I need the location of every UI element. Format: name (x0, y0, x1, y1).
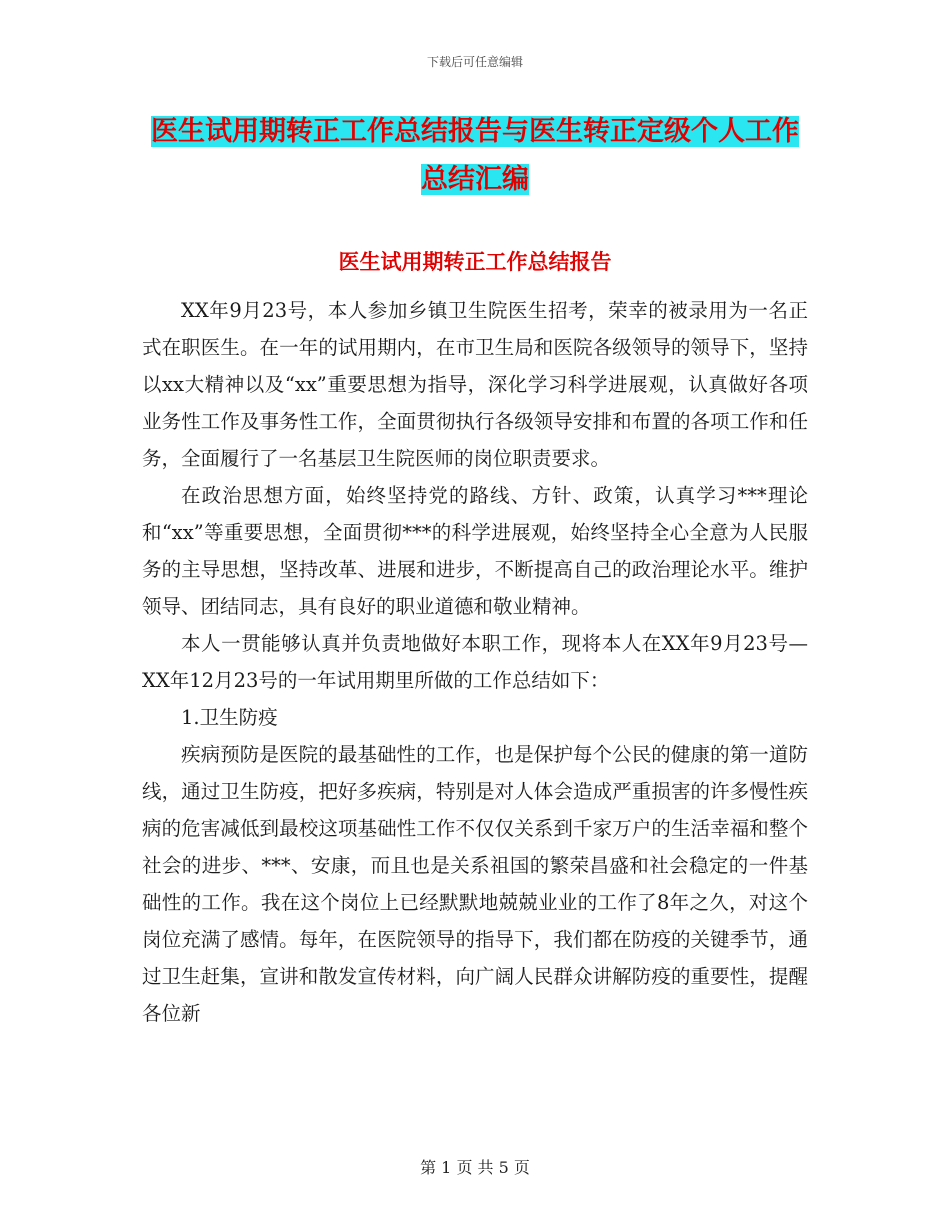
section-title: 医生试用期转正工作总结报告 (338, 250, 612, 274)
page-number-footer: 第 1 页 共 5 页 (420, 1158, 530, 1177)
header-note: 下载后可任意编辑 (426, 55, 523, 69)
paragraph: XX年9月23号，本人参加乡镇卫生院医生招考，荣幸的被录用为一名正式在职医生。在一年的试用期内，在市卫生局和医院各级领导的领导下，坚持以xx大精神以及“xx”重要思想为指导，深化学习科学进展观，认真做好各项业务性工作及事务性工作，全面贯彻执行各级领导安排和布置的各项工作和任务，全面履行了一名基层卫生院医师的岗位职责要求。 (142, 299, 808, 470)
document-title (140, 108, 810, 204)
paragraph: 在政治思想方面，始终坚持党的路线、方针、政策，认真学习***理论和“xx”等重要思想，全面贯彻***的科学进展观，始终坚持全心全意为人民服务的主导思想，坚持改革、进展和进步，不断提高自己的政治理论水平。维护领导、团结同志，具有良好的职业道德和敬业精神。 (142, 484, 808, 618)
paragraph: 本人一贯能够认真并负责地做好本职工作，现将本人在XX年9月23号—XX年12月23号的一年试用期里所做的工作总结如下： (142, 632, 808, 692)
document-body (142, 292, 808, 1032)
document-title-text: 医生试用期转正工作总结报告与医生转正定级个人工作总结汇编 (151, 116, 799, 195)
subheading: 1.卫生防疫 (181, 706, 278, 729)
paragraph: 疾病预防是医院的最基础性的工作，也是保护每个公民的健康的第一道防线，通过卫生防疫，把好多疾病，特别是对人体会造成严重损害的许多慢性疾病的危害减低到最校这项基础性工作不仅仅关系到千家万户的生活幸福和整个社会的进步、***、安康，而且也是关系祖国的繁荣昌盛和社会稳定的一件基础性的工作。我在这个岗位上已经默默地兢兢业业的工作了8年之久，对这个岗位充满了感情。每年，在医院领导的指导下，我们都在防疫的关键季节，通过卫生赶集，宣讲和散发宣传材料，向广阔人民群众讲解防疫的重要性，提醒各位新 (142, 743, 808, 1025)
